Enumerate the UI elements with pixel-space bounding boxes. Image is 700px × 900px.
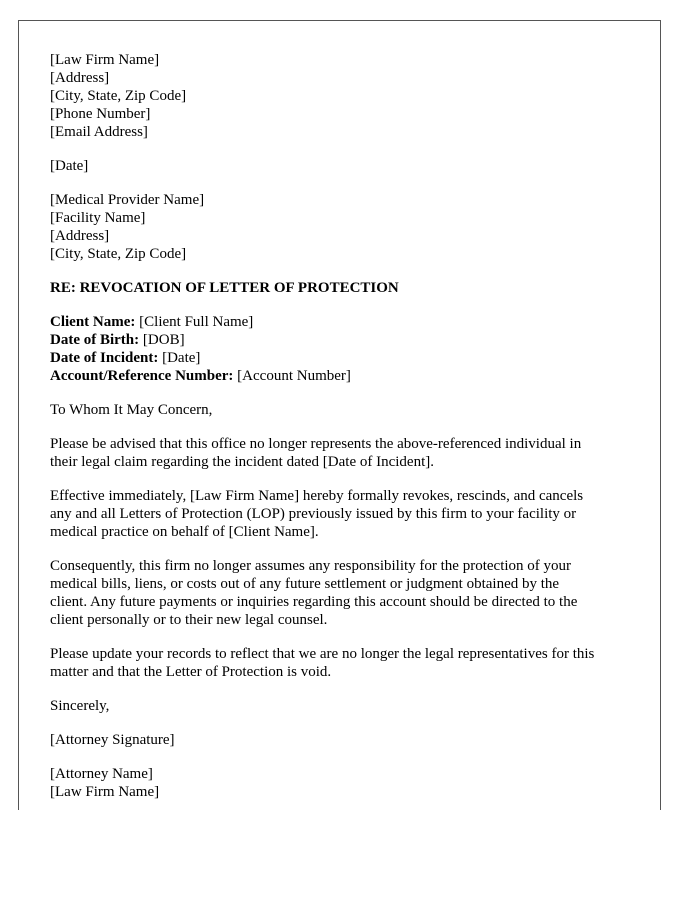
signoff-firm-name: [Law Firm Name] [50, 784, 160, 800]
letter-page [18, 20, 661, 810]
sender-block [50, 51, 640, 141]
sender-city-state-zip: [City, State, Zip Code] [50, 88, 187, 104]
incident-value: [Date] [162, 350, 201, 366]
incident-label: Date of Incident: [50, 350, 159, 366]
paragraph-line: client personally or to their new legal counsel. [50, 612, 328, 628]
signature-placeholder: [Attorney Signature] [50, 732, 175, 748]
date-block [50, 157, 640, 175]
signoff-block [50, 765, 640, 801]
dob-value: [DOB] [142, 332, 185, 348]
paragraph-line: matter and that the Letter of Protection is void. [50, 664, 332, 680]
paragraph-update-records [50, 645, 640, 681]
recipient-provider-name: [Medical Provider Name] [50, 192, 205, 208]
paragraph-responsibility [50, 557, 640, 629]
account-value: [Account Number] [237, 368, 351, 384]
paragraph-line: Effective immediately, [Law Firm Name] hereby formally revokes, rescinds, and cancels [50, 488, 584, 504]
paragraph-representation [50, 435, 640, 471]
salutation: To Whom It May Concern, [50, 402, 213, 418]
recipient-facility-name: [Facility Name] [50, 210, 146, 226]
sender-email: [Email Address] [50, 124, 148, 140]
account-row [50, 367, 640, 385]
paragraph-line: Please be advised that this office no longer represents the above-referenced individual in [50, 436, 582, 452]
paragraph-line: medical practice on behalf of [Client Name]. [50, 524, 319, 540]
subject-line: RE: REVOCATION OF LETTER OF PROTECTION [50, 280, 399, 296]
incident-row [50, 349, 640, 367]
paragraph-revocation [50, 487, 640, 541]
closing: Sincerely, [50, 698, 110, 714]
dob-row [50, 331, 640, 349]
paragraph-line: medical bills, liens, or costs out of any future settlement or judgment obtained by the [50, 576, 560, 592]
client-name-value: [Client Full Name] [139, 314, 254, 330]
recipient-block [50, 191, 640, 263]
sender-address: [Address] [50, 70, 110, 86]
paragraph-line: Consequently, this firm no longer assumes any responsibility for the protection of your [50, 558, 572, 574]
letter-date: [Date] [50, 158, 89, 174]
letter-body [50, 51, 640, 801]
details-block [50, 313, 640, 385]
paragraph-line: Please update your records to reflect that we are no longer the legal representatives for this [50, 646, 595, 662]
client-name-label: Client Name: [50, 314, 136, 330]
recipient-city-state-zip: [City, State, Zip Code] [50, 246, 187, 262]
attorney-name: [Attorney Name] [50, 766, 153, 782]
paragraph-line: their legal claim regarding the incident dated [Date of Incident]. [50, 454, 435, 470]
paragraph-line: client. Any future payments or inquiries regarding this account should be directed to the [50, 594, 578, 610]
client-name-row [50, 313, 640, 331]
dob-label: Date of Birth: [50, 332, 140, 348]
sender-firm-name: [Law Firm Name] [50, 52, 160, 68]
paragraph-line: any and all Letters of Protection (LOP) previously issued by this firm to your facility or [50, 506, 577, 522]
recipient-address: [Address] [50, 228, 110, 244]
sender-phone: [Phone Number] [50, 106, 151, 122]
account-label: Account/Reference Number: [50, 368, 234, 384]
